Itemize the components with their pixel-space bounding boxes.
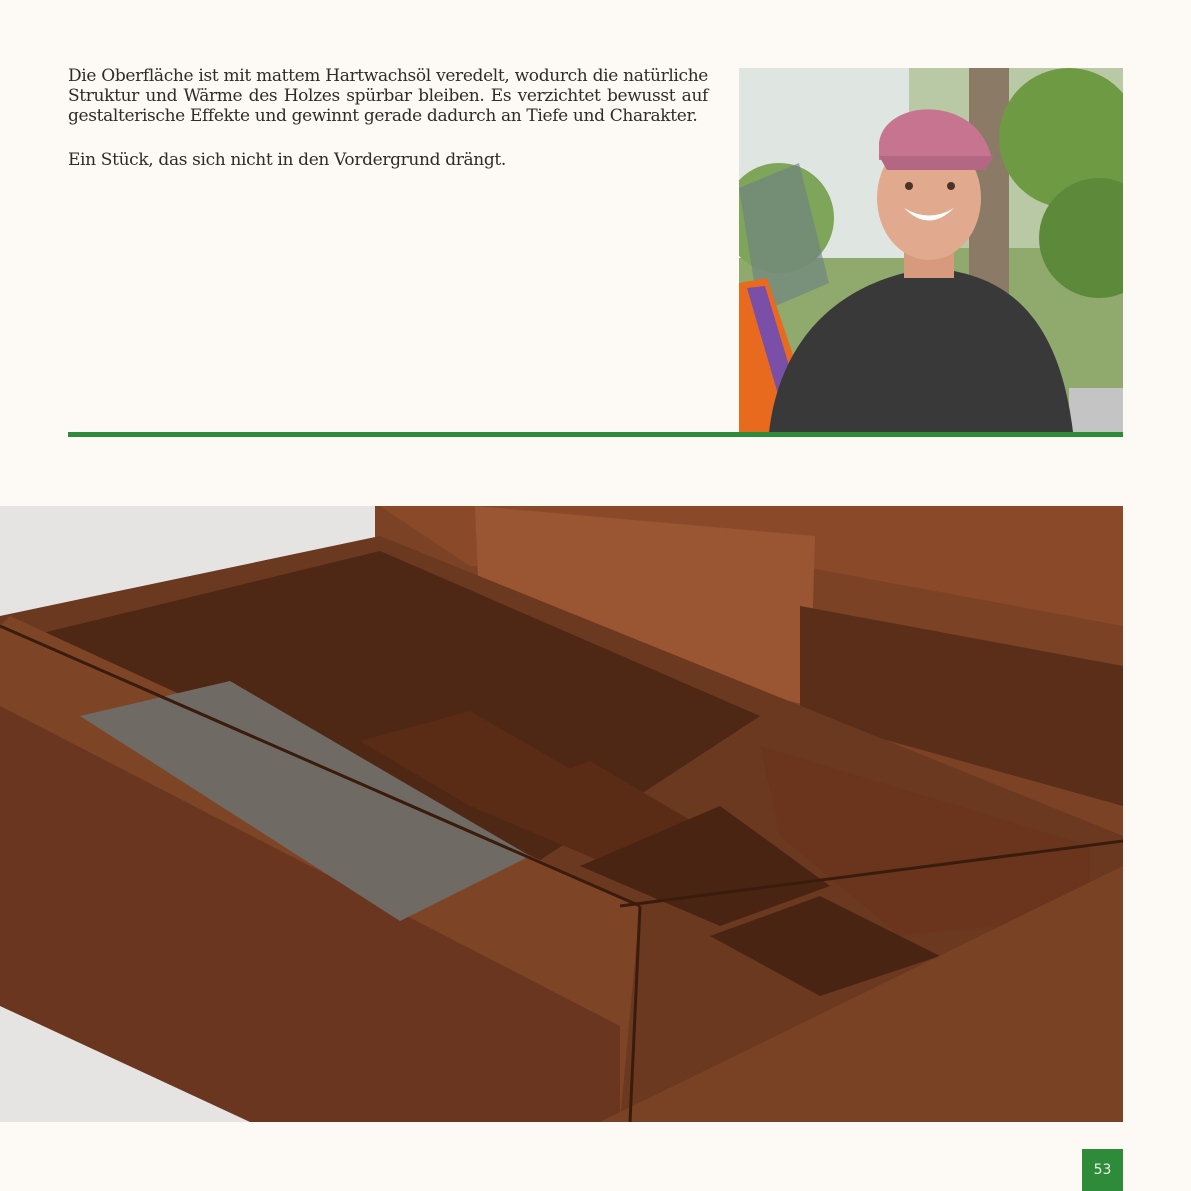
body-paragraph-1: Die Oberfläche ist mit mattem Hartwachsöl veredelt, wodurch die natürliche Struktur und Wärme des Holzes spürbar bleiben. Es verzichtet bewusst auf gestalterische Effekte und gewinnt gerade dadurch an Tiefe und Charakter.: [68, 66, 708, 126]
portrait-photo: [739, 68, 1123, 432]
page-number: 53: [1082, 1149, 1123, 1191]
drawer-photo: [0, 506, 1123, 1122]
body-text: [68, 66, 708, 170]
section-divider: [68, 432, 1123, 437]
body-paragraph-2: Ein Stück, das sich nicht in den Vordergrund drängt.: [68, 150, 506, 170]
